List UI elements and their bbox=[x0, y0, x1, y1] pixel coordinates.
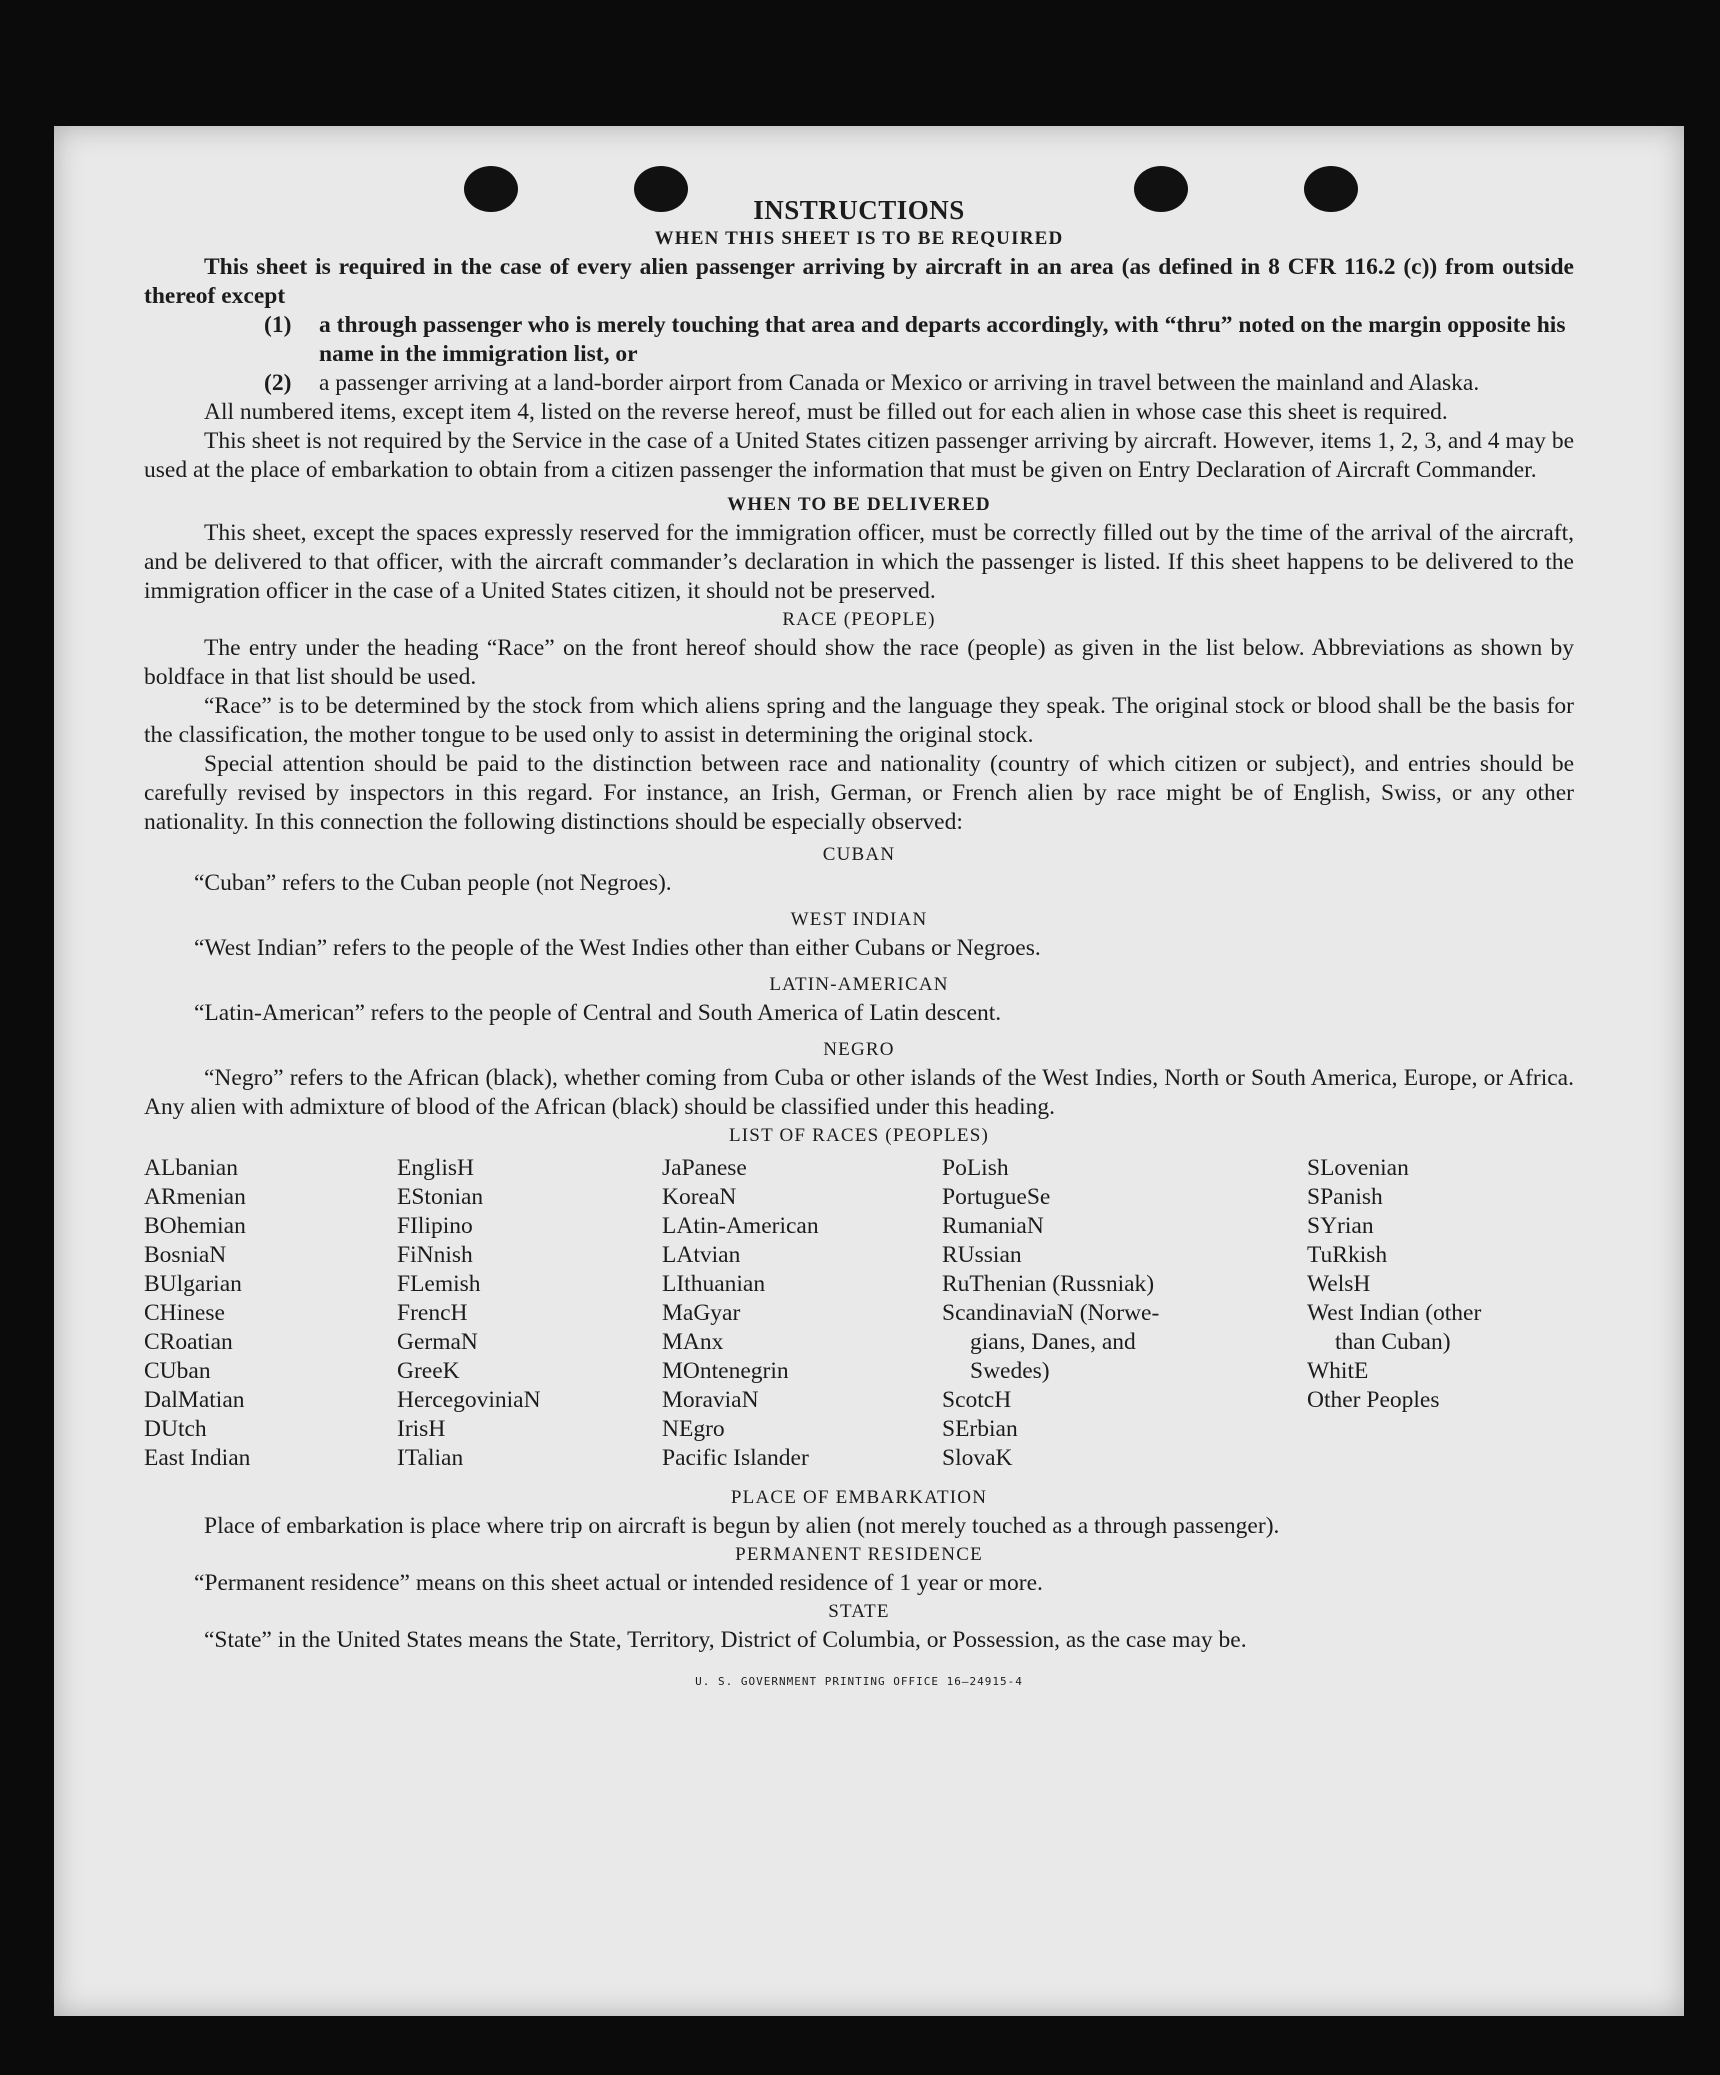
race-entry: HercegoviniaN bbox=[397, 1387, 541, 1413]
race-entry: EStonian bbox=[397, 1184, 484, 1210]
paragraph: “Cuban” refers to the Cuban people (not Negroes). bbox=[194, 870, 672, 896]
paragraph: “Race” is to be determined by the stock from which aliens spring and the language they speak. The original stock or blood shall be the basis for the classification, the mother tongue to be used only to assist in determining the original stock. bbox=[144, 693, 1574, 748]
paragraph: Special attention should be paid to the distinction between race and nationality (country of which citizen or subject), and entries should be carefully revised by inspectors in this regard. For instance, an Irish, German, or French alien by race might be of English, Swiss, or any other nationality. In this connection the following distinctions should be especially observed: bbox=[144, 751, 1574, 835]
race-entry: GermaN bbox=[397, 1329, 478, 1355]
race-entry: Pacific Islander bbox=[662, 1445, 809, 1471]
race-entry: MOntenegrin bbox=[662, 1358, 789, 1384]
race-entry: ALbanian bbox=[144, 1155, 238, 1181]
heading-embarkation: PLACE OF EMBARKATION bbox=[730, 1487, 988, 1508]
heading-west-indian: WEST INDIAN bbox=[790, 909, 928, 930]
race-entry: LAtin-American bbox=[662, 1213, 819, 1239]
list-item bbox=[264, 311, 1574, 369]
paragraph: All numbered items, except item 4, listed on the reverse hereof, must be filled out for each alien in whose case this sheet is required. bbox=[204, 399, 1448, 425]
item-text: a through passenger who is merely touching that area and departs accordingly, with “thru” noted on the margin opposite his name in the immigration list, or bbox=[319, 312, 1566, 367]
race-entry: TuRkish bbox=[1307, 1242, 1388, 1268]
race-entry: Other Peoples bbox=[1307, 1387, 1440, 1413]
paragraph: Place of embarkation is place where trip on aircraft is begun by alien (not merely touched as a through passenger). bbox=[204, 1513, 1280, 1539]
races-column-3 bbox=[662, 1154, 819, 1473]
race-entry: ScandinaviaN (Norwe- bbox=[942, 1300, 1160, 1326]
heading-list-of-races: LIST OF RACES (PEOPLES) bbox=[728, 1125, 990, 1146]
races-column-4 bbox=[942, 1154, 1159, 1473]
heading-race: RACE (PEOPLE) bbox=[782, 609, 936, 630]
race-entry: than Cuban) bbox=[1335, 1329, 1451, 1355]
races-column-1 bbox=[144, 1154, 250, 1473]
race-entry: LIthuanian bbox=[662, 1271, 766, 1297]
race-entry: ARmenian bbox=[144, 1184, 246, 1210]
heading-latin-american: LATIN-AMERICAN bbox=[769, 974, 949, 995]
race-entry: CRoatian bbox=[144, 1329, 233, 1355]
race-entry: IrisH bbox=[397, 1416, 446, 1442]
paragraph: This sheet, except the spaces expressly reserved for the immigration officer, must be correctly filled out by the time of the arrival of the aircraft, and be delivered to that officer, with the aircraft commander’s declaration in which the passenger is listed. If this sheet happens to be delivered to the immigration officer in the case of a United States citizen, it should not be preserved. bbox=[144, 520, 1574, 604]
race-entry: PortugueSe bbox=[942, 1184, 1051, 1210]
race-entry: GreeK bbox=[397, 1358, 460, 1384]
heading-state: STATE bbox=[828, 1601, 890, 1622]
paragraph: “Negro” refers to the African (black), whether coming from Cuba or other islands of the West Indies, North or South America, Europe, or Africa. Any alien with admixture of blood of the African (black) should be classified under this heading. bbox=[144, 1065, 1574, 1120]
race-entry: WelsH bbox=[1307, 1271, 1371, 1297]
race-entry: SErbian bbox=[942, 1416, 1018, 1442]
item-number: (2) bbox=[264, 370, 292, 396]
race-entry: CUban bbox=[144, 1358, 211, 1384]
paragraph: “Permanent residence” means on this sheet actual or intended residence of 1 year or more. bbox=[194, 1570, 1043, 1596]
paragraph: “Latin-American” refers to the people of Central and South America of Latin descent. bbox=[194, 1000, 1002, 1026]
race-entry: FiNnish bbox=[397, 1242, 473, 1268]
race-entry: gians, Danes, and bbox=[970, 1329, 1136, 1355]
heading-residence: PERMANENT RESIDENCE bbox=[735, 1544, 983, 1565]
race-entry: ScotcH bbox=[942, 1387, 1012, 1413]
race-entry: FLemish bbox=[397, 1271, 481, 1297]
race-entry: SPanish bbox=[1307, 1184, 1383, 1210]
race-entry: JaPanese bbox=[662, 1155, 747, 1181]
race-entry: RuThenian (Russniak) bbox=[942, 1271, 1155, 1297]
page-title: INSTRUCTIONS bbox=[753, 195, 965, 225]
race-entry: SYrian bbox=[1307, 1213, 1374, 1239]
race-entry: MAnx bbox=[662, 1329, 724, 1355]
race-entry: SlovaK bbox=[942, 1445, 1013, 1471]
paragraph: This sheet is not required by the Service in the case of a United States citizen passenger arriving by aircraft. However, items 1, 2, 3, and 4 may be used at the place of embarkation to obtain from a citizen passenger the information that must be given on Entry Declaration of Aircraft Commander. bbox=[144, 428, 1574, 483]
race-entry: ITalian bbox=[397, 1445, 464, 1471]
race-entry: KoreaN bbox=[662, 1184, 737, 1210]
race-entry: WhitE bbox=[1307, 1358, 1369, 1384]
race-entry: East Indian bbox=[144, 1445, 251, 1471]
paragraph: “West Indian” refers to the people of the West Indies other than either Cubans or Negroes. bbox=[194, 935, 1041, 961]
race-entry: BOhemian bbox=[144, 1213, 246, 1239]
race-entry: BUlgarian bbox=[144, 1271, 242, 1297]
race-entry: PoLish bbox=[942, 1155, 1009, 1181]
race-entry: MaGyar bbox=[662, 1300, 741, 1326]
race-entry: FIlipino bbox=[397, 1213, 473, 1239]
paragraph: This sheet is required in the case of every alien passenger arriving by aircraft in an area (as defined in 8 CFR 116.2 (c)) from outside thereof except bbox=[144, 254, 1574, 309]
race-entry: West Indian (other bbox=[1307, 1300, 1482, 1326]
document-sheet bbox=[54, 126, 1684, 2016]
printer-imprint: U. S. GOVERNMENT PRINTING OFFICE 16—24915-4 bbox=[695, 1675, 1023, 1688]
instructions-body bbox=[144, 196, 1574, 1696]
race-entry: CHinese bbox=[144, 1300, 225, 1326]
item-text: a passenger arriving at a land-border airport from Canada or Mexico or arriving in travel between the mainland and Alaska. bbox=[319, 370, 1480, 396]
race-entry: LAtvian bbox=[662, 1242, 741, 1268]
heading-when-delivered: WHEN TO BE DELIVERED bbox=[727, 494, 991, 515]
paragraph: The entry under the heading “Race” on the front hereof should show the race (people) as given in the list below. Abbreviations as shown by boldface in that list should be used. bbox=[144, 635, 1574, 690]
race-entry: NEgro bbox=[662, 1416, 725, 1442]
race-entry: EnglisH bbox=[397, 1155, 475, 1181]
item-number: (1) bbox=[264, 312, 292, 338]
race-entry: FrencH bbox=[397, 1300, 468, 1326]
race-entry: DalMatian bbox=[144, 1387, 245, 1413]
race-entry: SLovenian bbox=[1307, 1155, 1409, 1181]
heading-when-required: WHEN THIS SHEET IS TO BE REQUIRED bbox=[654, 228, 1064, 249]
race-entry: MoraviaN bbox=[662, 1387, 759, 1413]
races-column-2 bbox=[397, 1154, 541, 1473]
paragraph: “State” in the United States means the State, Territory, District of Columbia, or Possession, as the case may be. bbox=[204, 1627, 1247, 1653]
races-column-5 bbox=[1307, 1154, 1481, 1415]
races-list bbox=[144, 1154, 1574, 1484]
heading-cuban: CUBAN bbox=[822, 844, 896, 865]
race-entry: Swedes) bbox=[970, 1358, 1050, 1384]
race-entry: DUtch bbox=[144, 1416, 207, 1442]
list-item bbox=[264, 369, 1574, 398]
race-entry: RUssian bbox=[942, 1242, 1022, 1268]
race-entry: BosniaN bbox=[144, 1242, 227, 1268]
heading-negro: NEGRO bbox=[823, 1039, 895, 1060]
race-entry: RumaniaN bbox=[942, 1213, 1044, 1239]
